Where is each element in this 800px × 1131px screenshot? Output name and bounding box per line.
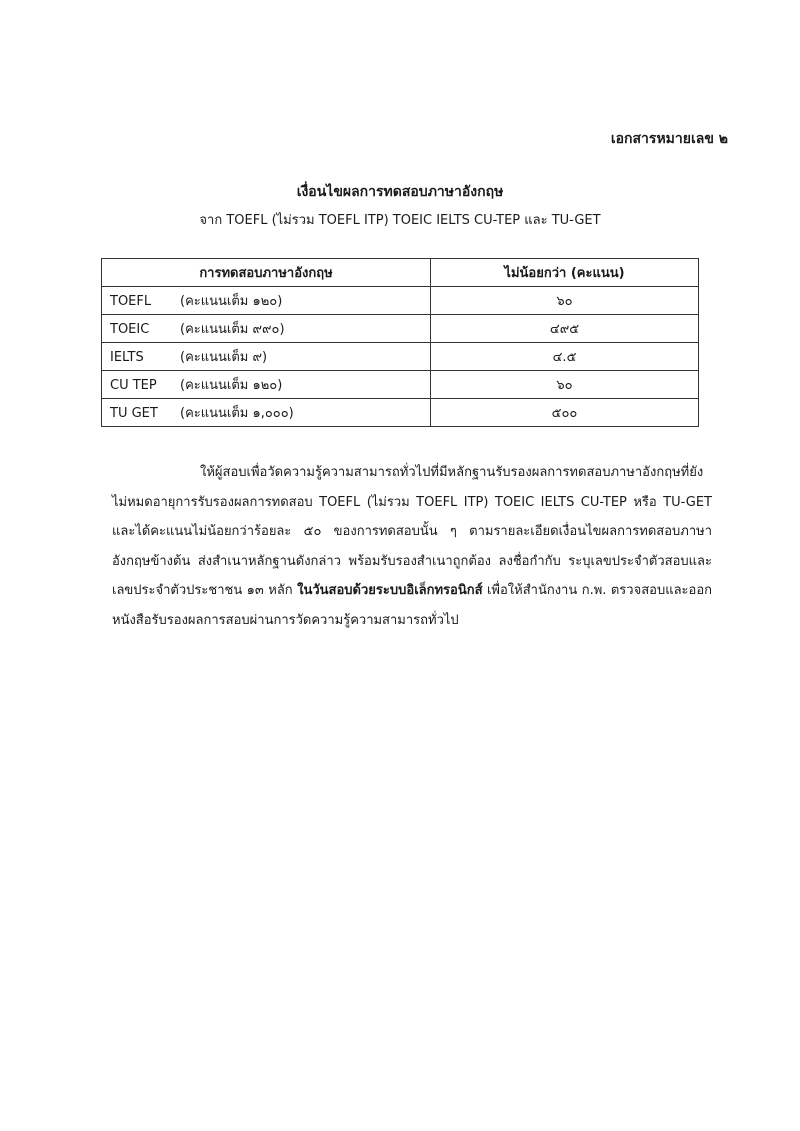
- test-full-score: (คะแนนเต็ม ๑๒๐): [180, 378, 283, 393]
- table-row: [102, 287, 699, 315]
- min-score-cell: ๔.๕: [431, 343, 699, 371]
- table-row: [102, 371, 699, 399]
- test-full-score: (คะแนนเต็ม ๑,๐๐๐): [180, 406, 294, 421]
- test-full-score: (คะแนนเต็ม ๙): [180, 350, 268, 365]
- document-number: เอกสารหมายเลข ๒: [610, 131, 728, 147]
- test-name: TOEIC: [110, 322, 150, 337]
- test-name: CU TEP: [110, 378, 157, 393]
- test-cell: [102, 287, 431, 315]
- table-row: [102, 315, 699, 343]
- test-full-score: (คะแนนเต็ม ๑๒๐): [180, 294, 283, 309]
- test-cell: [102, 399, 431, 427]
- document-title: เงื่อนไขผลการทดสอบภาษาอังกฤษ: [296, 184, 504, 200]
- min-score-cell: ๖๐: [431, 371, 699, 399]
- requirements-table: [101, 258, 699, 427]
- header-min-score: ไม่น้อยกว่า (คะแนน): [431, 259, 699, 287]
- header-test: การทดสอบภาษาอังกฤษ: [102, 259, 431, 287]
- test-name: TU GET: [110, 406, 158, 421]
- paragraph-text-1: ให้ผู้สอบเพื่อวัดความรู้ความสามารถทั่วไปที่มีหลักฐานรับรองผลการทดสอบภาษาอังกฤษที่ยังไม่หมดอายุการรับรองผลการทดสอบ TOEFL (ไม่รวม TOEFL ITP) TOEIC IELTS CU-TEP หรือ TU-GET และได้คะแนนไม่น้อยกว่าร้อยละ ๕๐ ของการทดสอบนั้น ๆ ตามรายละเอียดเงื่อนไขผลการทดสอบภาษาอังกฤษข้างต้น ส่งสำเนาหลักฐานดังกล่าว พร้อมรับรองสำเนาถูกต้อง ลงชื่อกำกับ ระบุเลขประจำตัวสอบและเลขประจำตัวประชาชน ๑๓ หลัก: [112, 465, 712, 598]
- test-name: IELTS: [110, 350, 144, 365]
- table-row: [102, 399, 699, 427]
- paragraph-text-2: เพื่อให้สำนักงาน ก.พ. ตรวจสอบและออกหนังสือรับรองผลการสอบผ่านการวัดความรู้ความสามารถทั่วไป: [112, 583, 713, 628]
- test-name: TOEFL: [110, 294, 152, 309]
- test-cell: [102, 343, 431, 371]
- paragraph-bold-text: ในวันสอบด้วยระบบอิเล็กทรอนิกส์: [297, 583, 483, 598]
- min-score-cell: ๕๐๐: [431, 399, 699, 427]
- table-header-row: [102, 259, 699, 287]
- document-subtitle: จาก TOEFL (ไม่รวม TOEFL ITP) TOEIC IELTS CU-TEP และ TU-GET: [199, 213, 601, 228]
- paragraph-body: [112, 458, 712, 635]
- table-row: [102, 343, 699, 371]
- instruction-paragraph: [112, 458, 712, 635]
- test-cell: [102, 371, 431, 399]
- test-cell: [102, 315, 431, 343]
- min-score-cell: ๖๐: [431, 287, 699, 315]
- min-score-cell: ๔๙๕: [431, 315, 699, 343]
- test-full-score: (คะแนนเต็ม ๙๙๐): [180, 322, 285, 337]
